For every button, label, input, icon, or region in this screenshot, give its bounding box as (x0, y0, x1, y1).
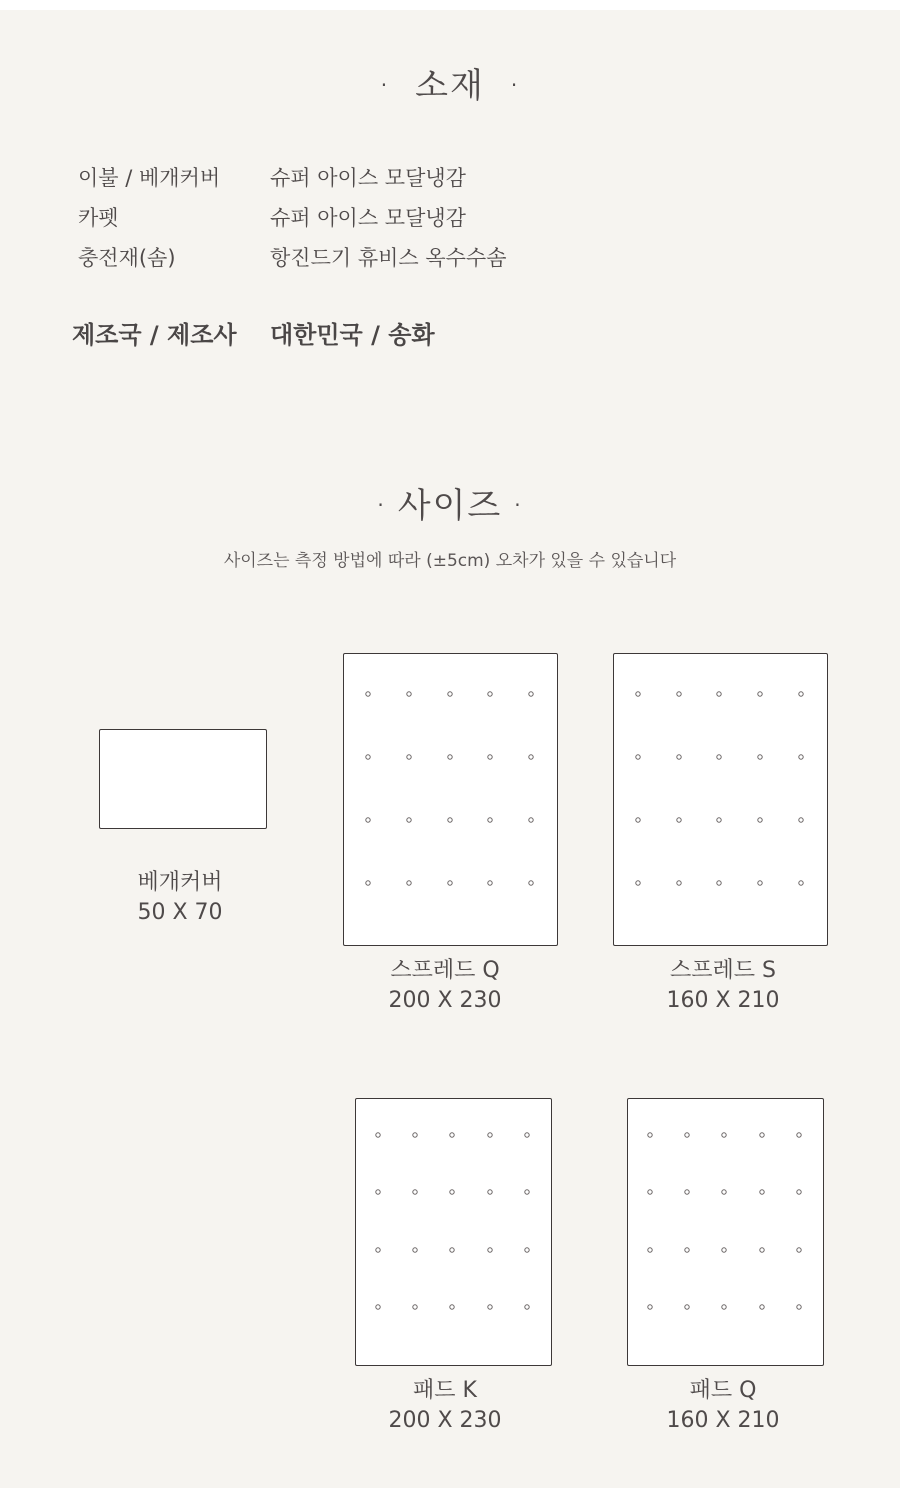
quilt-dot (758, 692, 762, 696)
quilt-dot (760, 1248, 764, 1252)
quilt-dot (448, 692, 452, 696)
pillow-cover-diagram (99, 729, 267, 829)
size-item-dims: 200 X 230 (388, 988, 502, 1013)
quilt-dot (525, 1248, 529, 1252)
quilt-dot (376, 1305, 380, 1309)
quilt-dot (717, 755, 721, 759)
quilt-dot (488, 1305, 492, 1309)
material-row-label: 충전재(솜) (78, 246, 176, 270)
title-dot-right: · (514, 492, 523, 517)
quilt-dot (722, 1248, 726, 1252)
quilt-dot (717, 881, 721, 885)
size-caption-pillow (50, 868, 310, 928)
quilt-dot (799, 818, 803, 822)
title-dot-left: · (377, 492, 386, 517)
quilt-dot (797, 1305, 801, 1309)
quilt-dot (685, 1133, 689, 1137)
size-section-title (0, 478, 900, 527)
origin-value: 대한민국 / 송화 (270, 321, 435, 349)
material-section-title (0, 58, 900, 107)
material-row-value: 슈퍼 아이스 모달냉감 (270, 166, 466, 190)
quilt-dot (799, 692, 803, 696)
quilt-dot (448, 818, 452, 822)
quilt-dot (677, 755, 681, 759)
origin-label: 제조국 / 제조사 (72, 321, 237, 349)
quilt-dot (636, 818, 640, 822)
title-dot-left: · (380, 72, 390, 97)
quilt-dot (366, 755, 370, 759)
quilt-dot (648, 1190, 652, 1194)
material-row-value: 항진드기 휴비스 옥수수솜 (270, 246, 507, 270)
size-item-dims: 160 X 210 (666, 1408, 780, 1433)
quilt-dot (529, 881, 533, 885)
quilt-dot (529, 692, 533, 696)
quilt-dot (758, 818, 762, 822)
size-title-text: 사이즈 (397, 486, 503, 526)
quilt-dot (797, 1190, 801, 1194)
quilt-dot (450, 1305, 454, 1309)
material-row-value: 슈퍼 아이스 모달냉감 (270, 206, 466, 230)
quilt-dot (448, 881, 452, 885)
quilt-dot (636, 692, 640, 696)
quilt-dot (366, 881, 370, 885)
size-caption-spread-s (593, 956, 853, 1016)
size-caption-pad-q (593, 1376, 853, 1436)
quilt-dot (413, 1305, 417, 1309)
quilt-dot (677, 881, 681, 885)
quilt-dot-grid (356, 1099, 553, 1367)
quilt-dot (685, 1248, 689, 1252)
size-item-dims: 200 X 230 (388, 1408, 502, 1433)
quilt-dot (685, 1190, 689, 1194)
quilt-dot (407, 692, 411, 696)
quilt-dot (797, 1248, 801, 1252)
pad-q-diagram (627, 1098, 824, 1366)
quilt-dot (685, 1305, 689, 1309)
quilt-dot (717, 692, 721, 696)
size-item-name: 스프레드 Q (390, 958, 500, 983)
quilt-dot (488, 692, 492, 696)
quilt-dot (648, 1248, 652, 1252)
quilt-dot (722, 1190, 726, 1194)
quilt-dot (488, 818, 492, 822)
quilt-dot (636, 755, 640, 759)
quilt-dot (636, 881, 640, 885)
quilt-dot-grid (628, 1099, 825, 1367)
quilt-dot (760, 1190, 764, 1194)
size-item-name: 패드 Q (689, 1378, 757, 1403)
size-item-dims: 160 X 210 (666, 988, 780, 1013)
size-item-name: 베개커버 (137, 870, 223, 895)
size-tolerance-note: 사이즈는 측정 방법에 따라 (±5cm) 오차가 있을 수 있습니다 (223, 551, 677, 571)
pad-k-diagram (355, 1098, 552, 1366)
quilt-dot (648, 1305, 652, 1309)
spread-q-diagram (343, 653, 558, 946)
quilt-dot (450, 1133, 454, 1137)
quilt-dot (413, 1248, 417, 1252)
quilt-dot (799, 755, 803, 759)
material-row-label: 이불 / 베개커버 (78, 166, 221, 190)
quilt-dot (413, 1190, 417, 1194)
quilt-dot (488, 1133, 492, 1137)
quilt-dot (722, 1305, 726, 1309)
quilt-dot (407, 881, 411, 885)
quilt-dot (758, 881, 762, 885)
quilt-dot (407, 818, 411, 822)
quilt-dot (677, 692, 681, 696)
size-item-name: 스프레드 S (670, 958, 776, 983)
quilt-dot (376, 1190, 380, 1194)
material-row-label: 카펫 (78, 206, 119, 230)
quilt-dot (717, 818, 721, 822)
quilt-dot (529, 818, 533, 822)
quilt-dot (488, 1248, 492, 1252)
quilt-dot (525, 1190, 529, 1194)
title-dot-right: · (510, 72, 520, 97)
quilt-dot (366, 818, 370, 822)
quilt-dot (525, 1305, 529, 1309)
quilt-dot (722, 1133, 726, 1137)
quilt-dot (760, 1133, 764, 1137)
quilt-dot (760, 1305, 764, 1309)
quilt-dot (758, 755, 762, 759)
material-title-text: 소재 (415, 66, 485, 106)
quilt-dot (366, 692, 370, 696)
quilt-dot (525, 1133, 529, 1137)
size-item-dims: 50 X 70 (137, 900, 223, 925)
quilt-dot (488, 881, 492, 885)
product-info-page (0, 10, 900, 1488)
quilt-dot (413, 1133, 417, 1137)
spread-s-diagram (613, 653, 828, 946)
quilt-dot (450, 1190, 454, 1194)
size-caption-pad-k (315, 1376, 575, 1436)
quilt-dot (677, 818, 681, 822)
size-item-name: 패드 K (413, 1378, 477, 1403)
quilt-dot (376, 1133, 380, 1137)
quilt-dot (488, 1190, 492, 1194)
quilt-dot (797, 1133, 801, 1137)
quilt-dot (488, 755, 492, 759)
quilt-dot (799, 881, 803, 885)
quilt-dot-grid (614, 654, 829, 947)
quilt-dot-grid (344, 654, 559, 947)
quilt-dot (648, 1133, 652, 1137)
quilt-dot (407, 755, 411, 759)
quilt-dot (529, 755, 533, 759)
quilt-dot (448, 755, 452, 759)
quilt-dot (450, 1248, 454, 1252)
quilt-dot (376, 1248, 380, 1252)
size-caption-spread-q (315, 956, 575, 1016)
